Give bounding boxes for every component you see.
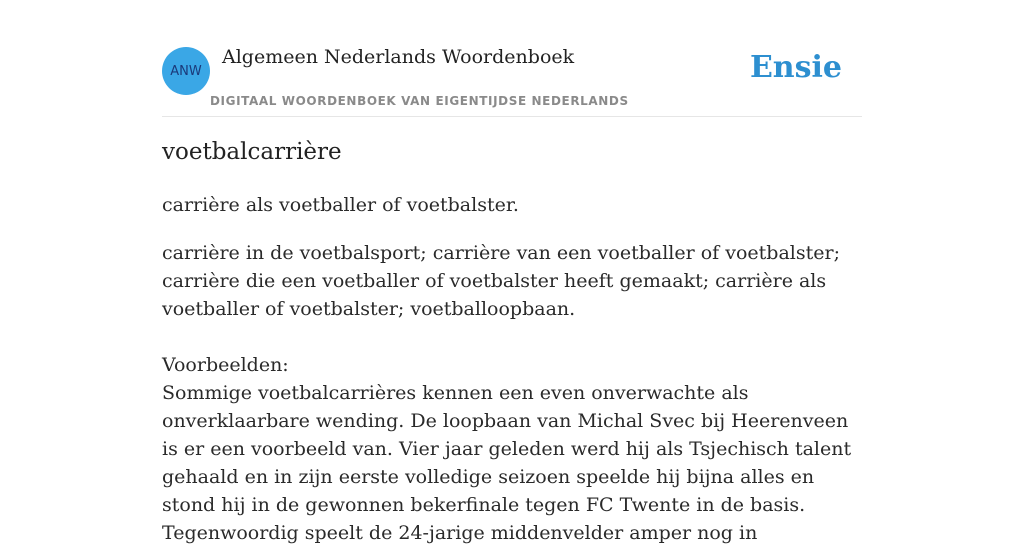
dictionary-subtitle: DIGITAAL WOORDENBOEK VAN EIGENTIJDSE NEDERLANDS bbox=[210, 94, 629, 108]
header bbox=[162, 0, 862, 117]
short-definition: carrière als voetballer of voetbalster. bbox=[162, 194, 519, 216]
examples-label: Voorbeelden: bbox=[162, 354, 289, 376]
anw-logo-text: ANW bbox=[170, 63, 202, 79]
anw-logo[interactable] bbox=[162, 47, 210, 95]
dictionary-title[interactable]: Algemeen Nederlands Woordenboek bbox=[222, 46, 575, 68]
entry-term: voetbalcarrière bbox=[162, 139, 342, 165]
ensie-logo[interactable]: Ensie bbox=[749, 50, 842, 85]
page bbox=[162, 0, 862, 544]
example-text: Sommige voetbalcarrières kennen een even onverwachte als onverklaarbare wending. De loopbaan van Michal Svec bij Heerenveen is er een voorbeeld van. Vier jaar geleden werd hij als Tsjechisch talent gehaald en in zijn eerste volledige seizoen speelde hij bijna alles en stond hij in de gewonnen bekerfinale tegen FC Twente in de basis. Tegenwoordig speelt de 24-jarige middenvelder amper nog in bbox=[162, 382, 852, 544]
long-definition: carrière in de voetbalsport; carrière van een voetballer of voetbalster; carrière die een voetballer of voetbalster heeft gemaakt; carrière als voetballer of voetbalster; voetballoopbaan. bbox=[162, 242, 840, 320]
